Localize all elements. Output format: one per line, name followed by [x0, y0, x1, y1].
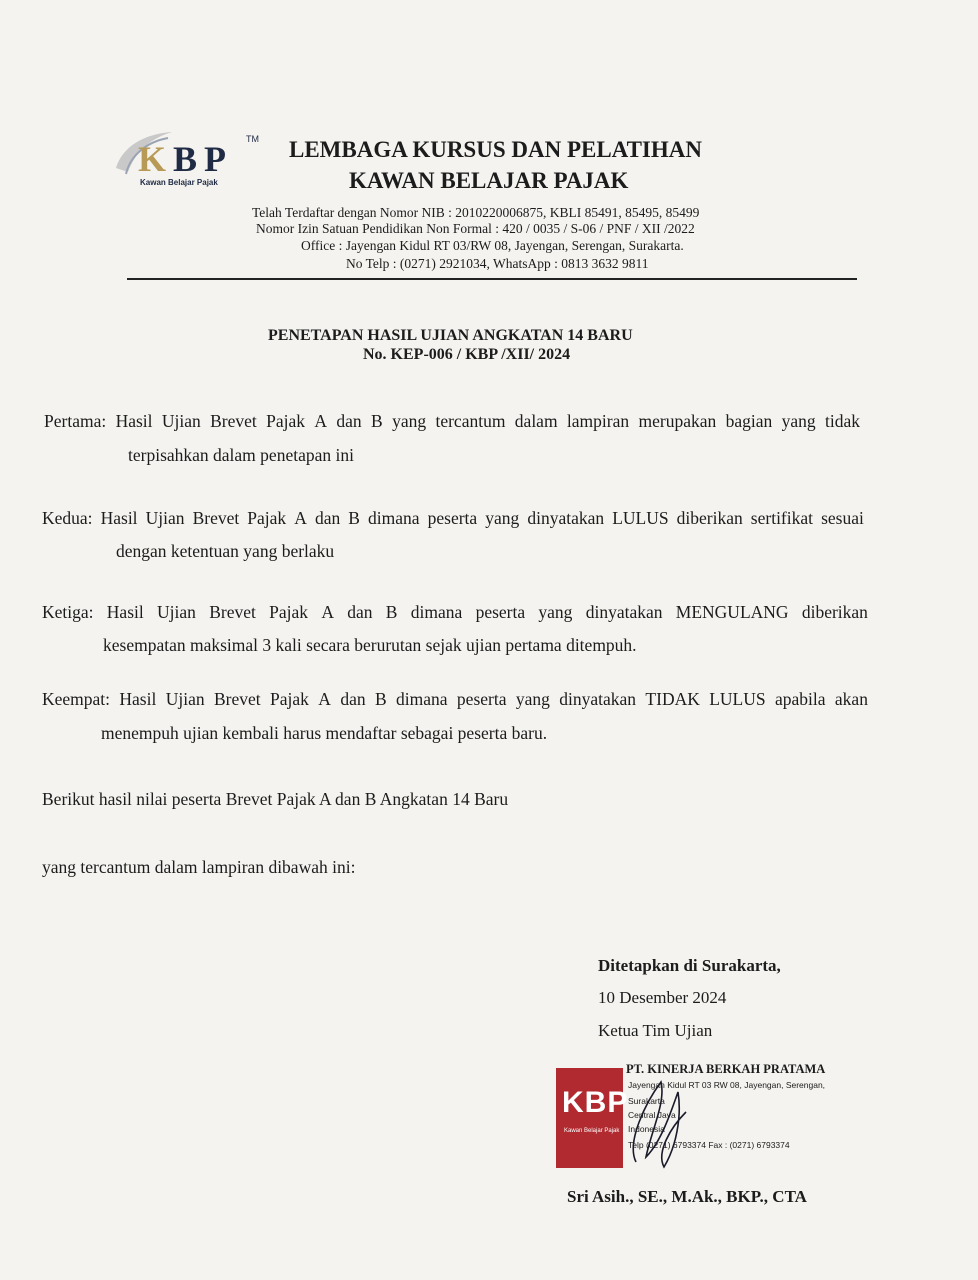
paragraph-word: B	[371, 411, 383, 431]
paragraph-word: Brevet	[210, 411, 257, 431]
stamp-logo-text: KBP	[562, 1086, 629, 1119]
paragraph-word: diberikan	[676, 508, 743, 528]
paragraph-pertama-line1	[44, 411, 860, 432]
kbp-logo	[112, 128, 262, 190]
paragraph-word: A	[318, 689, 331, 709]
paragraph-pertama-line2: terpisahkan dalam penetapan ini	[128, 445, 354, 465]
paragraph-word: Pajak	[269, 602, 309, 622]
paragraph-word: A	[294, 508, 307, 528]
paragraph-word: peserta	[427, 508, 478, 528]
stamp-address-line1: Jayengan Kidul RT 03 RW 08, Jayengan, Serengan,	[628, 1080, 826, 1090]
paragraph-word: Hasil	[115, 411, 153, 431]
paragraph-word: dimana	[410, 602, 463, 622]
paragraph-word: apabila	[775, 689, 826, 709]
paragraph-word: dinyatakan	[559, 689, 637, 709]
paragraph-word: peserta	[475, 602, 526, 622]
paragraph-kedua-line2: dengan ketentuan yang berlaku	[116, 541, 335, 561]
signature-place: Ditetapkan di Surakarta,	[598, 956, 781, 975]
attachment-intro: yang tercantum dalam lampiran dibawah ini:	[42, 857, 356, 877]
paragraph-word: dinyatakan	[527, 508, 605, 528]
paragraph-word: lampiran	[566, 411, 630, 431]
paragraph-word: B	[348, 508, 360, 528]
paragraph-word: dimana	[368, 508, 420, 528]
paragraph-word: Pajak	[266, 411, 306, 431]
paragraph-word: dimana	[396, 689, 448, 709]
paragraph-word: Ujian	[161, 411, 201, 431]
paragraph-word: dalam	[514, 411, 558, 431]
paragraph-word: dan	[347, 602, 373, 622]
paragraph-word: Ujian	[145, 508, 185, 528]
paragraph-word: Hasil	[100, 508, 138, 528]
paragraph-word: Hasil	[106, 602, 144, 622]
company-stamp	[556, 1062, 826, 1168]
paragraph-word: peserta	[456, 689, 507, 709]
logo-letters: KBP	[138, 139, 234, 179]
paragraph-word: yang	[781, 411, 816, 431]
permit-line: Nomor Izin Satuan Pendidikan Non Formal : 420 / 0035 / S-06 / PNF / XII /2022	[256, 221, 695, 236]
registration-line: Telah Terdaftar dengan Nomor NIB : 2010220006875, KBLI 85491, 85495, 85499	[252, 205, 700, 220]
paragraph-word: merupakan	[638, 411, 717, 431]
paragraph-word: sertifikat	[750, 508, 813, 528]
paragraph-word: Pajak	[270, 689, 309, 709]
paragraph-word: Hasil	[119, 689, 157, 709]
paragraph-word: yang	[515, 689, 550, 709]
paragraph-word: dan	[336, 411, 362, 431]
paragraph-word: dinyatakan	[585, 602, 663, 622]
stamp-address-line4: Indonesia	[628, 1124, 665, 1134]
handwritten-signature-icon	[616, 1072, 706, 1172]
paragraph-word: LULUS	[709, 689, 766, 709]
contact-line: No Telp : (0271) 2921034, WhatsApp : 0813 3632 9811	[346, 256, 649, 271]
logo-tagline: Kawan Belajar Pajak	[140, 178, 218, 187]
document-number: No. KEP-006 / KBP /XII/ 2024	[363, 346, 571, 363]
paragraph-word: Keempat:	[42, 689, 111, 709]
paragraph-word: Ujian	[157, 602, 196, 622]
paragraph-word: dan	[314, 508, 341, 528]
stamp-address-line2: Surakarta	[628, 1096, 665, 1106]
org-name-line1: LEMBAGA KURSUS DAN PELATIHAN	[289, 137, 702, 162]
stamp-logo-tagline: Kawan Belajar Pajak	[564, 1128, 620, 1134]
stamp-company-name: PT. KINERJA BERKAH PRATAMA	[626, 1062, 826, 1076]
paragraph-word: B	[374, 689, 387, 709]
paragraph-word: A	[321, 602, 334, 622]
office-line: Office : Jayengan Kidul RT 03/RW 08, Jayengan, Serengan, Surakarta.	[301, 238, 684, 253]
paragraph-word: yang	[538, 602, 573, 622]
document-title: PENETAPAN HASIL UJIAN ANGKATAN 14 BARU	[268, 327, 633, 344]
paragraph-keempat-line1	[42, 689, 868, 710]
paragraph-word: Brevet	[209, 602, 256, 622]
signature-role: Ketua Tim Ujian	[598, 1021, 713, 1040]
paragraph-keempat-line2: menempuh ujian kembali harus mendaftar sebagai peserta baru.	[101, 723, 548, 743]
stamp-logo-block	[556, 1068, 629, 1168]
signature-date: 10 Desember 2024	[598, 988, 727, 1007]
org-name-line2: KAWAN BELAJAR PAJAK	[349, 168, 629, 193]
paragraph-word: Kedua:	[42, 508, 93, 528]
paragraph-word: Brevet	[214, 689, 261, 709]
paragraph-word: yang	[485, 508, 520, 528]
results-intro: Berikut hasil nilai peserta Brevet Pajak A dan B Angkatan 14 Baru	[42, 789, 509, 809]
paragraph-word: MENGULANG	[675, 602, 789, 622]
signer-name: Sri Asih., SE., M.Ak., BKP., CTA	[567, 1187, 807, 1206]
paragraph-word: dan	[340, 689, 366, 709]
paragraph-word: diberikan	[801, 602, 868, 622]
paragraph-word: Pertama:	[44, 411, 107, 431]
paragraph-word: akan	[834, 689, 868, 709]
paragraph-ketiga-line1	[42, 602, 868, 623]
paragraph-ketiga-line2: kesempatan maksimal 3 kali secara berurutan sejak ujian pertama ditempuh.	[103, 635, 637, 655]
paragraph-word: sesuai	[821, 508, 864, 528]
paragraph-word: TIDAK	[645, 689, 700, 709]
paragraph-word: Ketiga:	[42, 602, 94, 622]
paragraph-word: Ujian	[165, 689, 205, 709]
paragraph-word: bagian	[725, 411, 773, 431]
paragraph-word: tidak	[825, 411, 860, 431]
paragraph-kedua-line1	[42, 508, 864, 529]
letterhead-divider	[127, 278, 857, 280]
paragraph-word: tercantum	[435, 411, 506, 431]
paragraph-word: Brevet	[192, 508, 240, 528]
paragraph-word: Pajak	[247, 508, 287, 528]
logo-trademark: TM	[246, 134, 259, 144]
stamp-address-line3: Central Java	[628, 1110, 676, 1120]
stamp-phone-fax: Telp (0271) 6793374 Fax : (0271) 6793374	[628, 1140, 790, 1150]
paragraph-word: B	[385, 602, 398, 622]
paragraph-word: yang	[392, 411, 427, 431]
paragraph-word: A	[314, 411, 328, 431]
paragraph-word: LULUS	[612, 508, 669, 528]
